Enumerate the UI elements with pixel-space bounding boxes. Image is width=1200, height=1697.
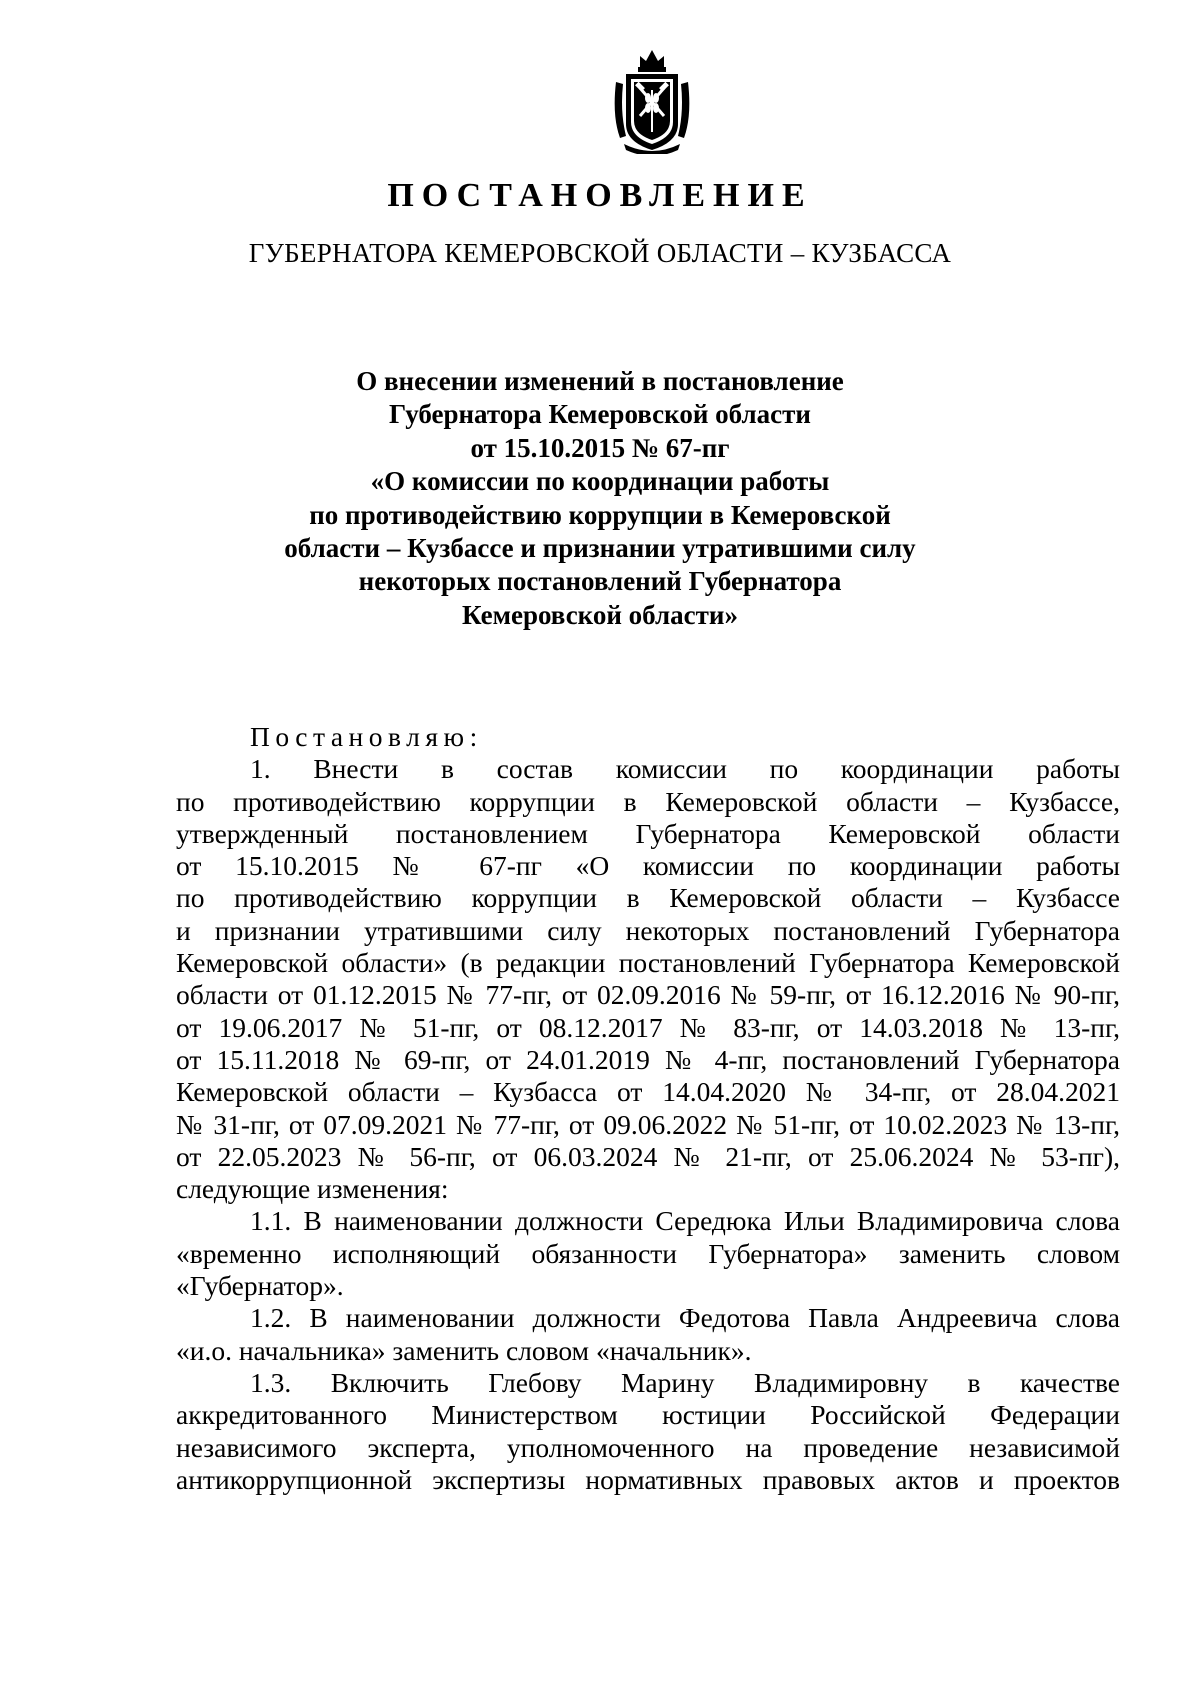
- body-line: «временно исполняющий обязанности Губернатора» заменить словом: [176, 1237, 1120, 1269]
- body-line: 1.2. В наименовании должности Федотова Павла Андреевича слова: [250, 1302, 1120, 1334]
- title-line: от 15.10.2015 № 67-пг: [470, 432, 730, 463]
- body-line: от 15.10.2015 № 67-пг «О комиссии по координации работы: [176, 850, 1120, 882]
- body-line: от 15.11.2018 № 69-пг, от 24.01.2019 № 4-пг, постановлений Губернатора: [176, 1043, 1120, 1075]
- body-line: и признании утратившими силу некоторых постановлений Губернатора: [176, 914, 1120, 946]
- coat-of-arms-icon: [610, 46, 694, 154]
- body-line: 1.1. В наименовании должности Середюка Ильи Владимировича слова: [250, 1205, 1120, 1237]
- document-title: [250, 365, 950, 632]
- title-line: некоторых постановлений Губернатора: [358, 566, 842, 597]
- title-line: по противодействию коррупции в Кемеровской: [309, 499, 891, 530]
- document-type-heading: ПОСТАНОВЛЕНИЕ: [387, 177, 813, 214]
- body-line: по противодействию коррупции в Кемеровской области – Кузбассе: [176, 882, 1120, 914]
- title-line: области – Кузбассе и признании утратившими силу: [284, 533, 916, 564]
- body-line: Кемеровской области» (в редакции постановлений Губернатора Кемеровской: [176, 947, 1120, 979]
- issuer-heading: ГУБЕРНАТОРА КЕМЕРОВСКОЙ ОБЛАСТИ – КУЗБАССА: [248, 238, 952, 268]
- decree-word: Постановляю:: [250, 721, 483, 752]
- body-line: «Губернатор».: [176, 1270, 344, 1302]
- title-line: О внесении изменений в постановление: [356, 366, 844, 396]
- body-line: «и.о. начальника» заменить словом «начальник».: [176, 1334, 752, 1366]
- document-body: [176, 721, 1120, 1496]
- body-line: независимого эксперта, уполномоченного на проведение независимой: [176, 1431, 1120, 1463]
- body-line: Кемеровской области – Кузбасса от 14.04.2020 № 34-пг, от 28.04.2021: [176, 1076, 1120, 1108]
- body-line: № 31-пг, от 07.09.2021 № 77-пг, от 09.06.2022 № 51-пг, от 10.02.2023 № 13-пг,: [176, 1108, 1120, 1140]
- body-line: от 22.05.2023 № 56-пг, от 06.03.2024 № 21-пг, от 25.06.2024 № 53-пг),: [176, 1140, 1120, 1172]
- body-line: аккредитованного Министерством юстиции Российской Федерации: [176, 1399, 1120, 1431]
- title-line: Кемеровской области»: [462, 599, 738, 630]
- body-line: по противодействию коррупции в Кемеровской области – Кузбассе,: [176, 785, 1120, 817]
- title-line: «О комиссии по координации работы: [370, 466, 830, 497]
- body-line: области от 01.12.2015 № 77-пг, от 02.09.2016 № 59-пг, от 16.12.2016 № 90-пг,: [176, 979, 1120, 1011]
- body-line: утвержденный постановлением Губернатора Кемеровской области: [176, 817, 1120, 849]
- body-line: 1. Внести в состав комиссии по координации работы: [250, 753, 1120, 785]
- body-line: следующие изменения:: [176, 1173, 449, 1205]
- body-line: 1.3. Включить Глебову Марину Владимировну в качестве: [250, 1366, 1120, 1398]
- body-line: антикоррупционной экспертизы нормативных правовых актов и проектов: [176, 1463, 1120, 1495]
- title-line: Губернатора Кемеровской области: [389, 399, 811, 430]
- body-line: от 19.06.2017 № 51-пг, от 08.12.2017 № 83-пг, от 14.03.2018 № 13-пг,: [176, 1011, 1120, 1043]
